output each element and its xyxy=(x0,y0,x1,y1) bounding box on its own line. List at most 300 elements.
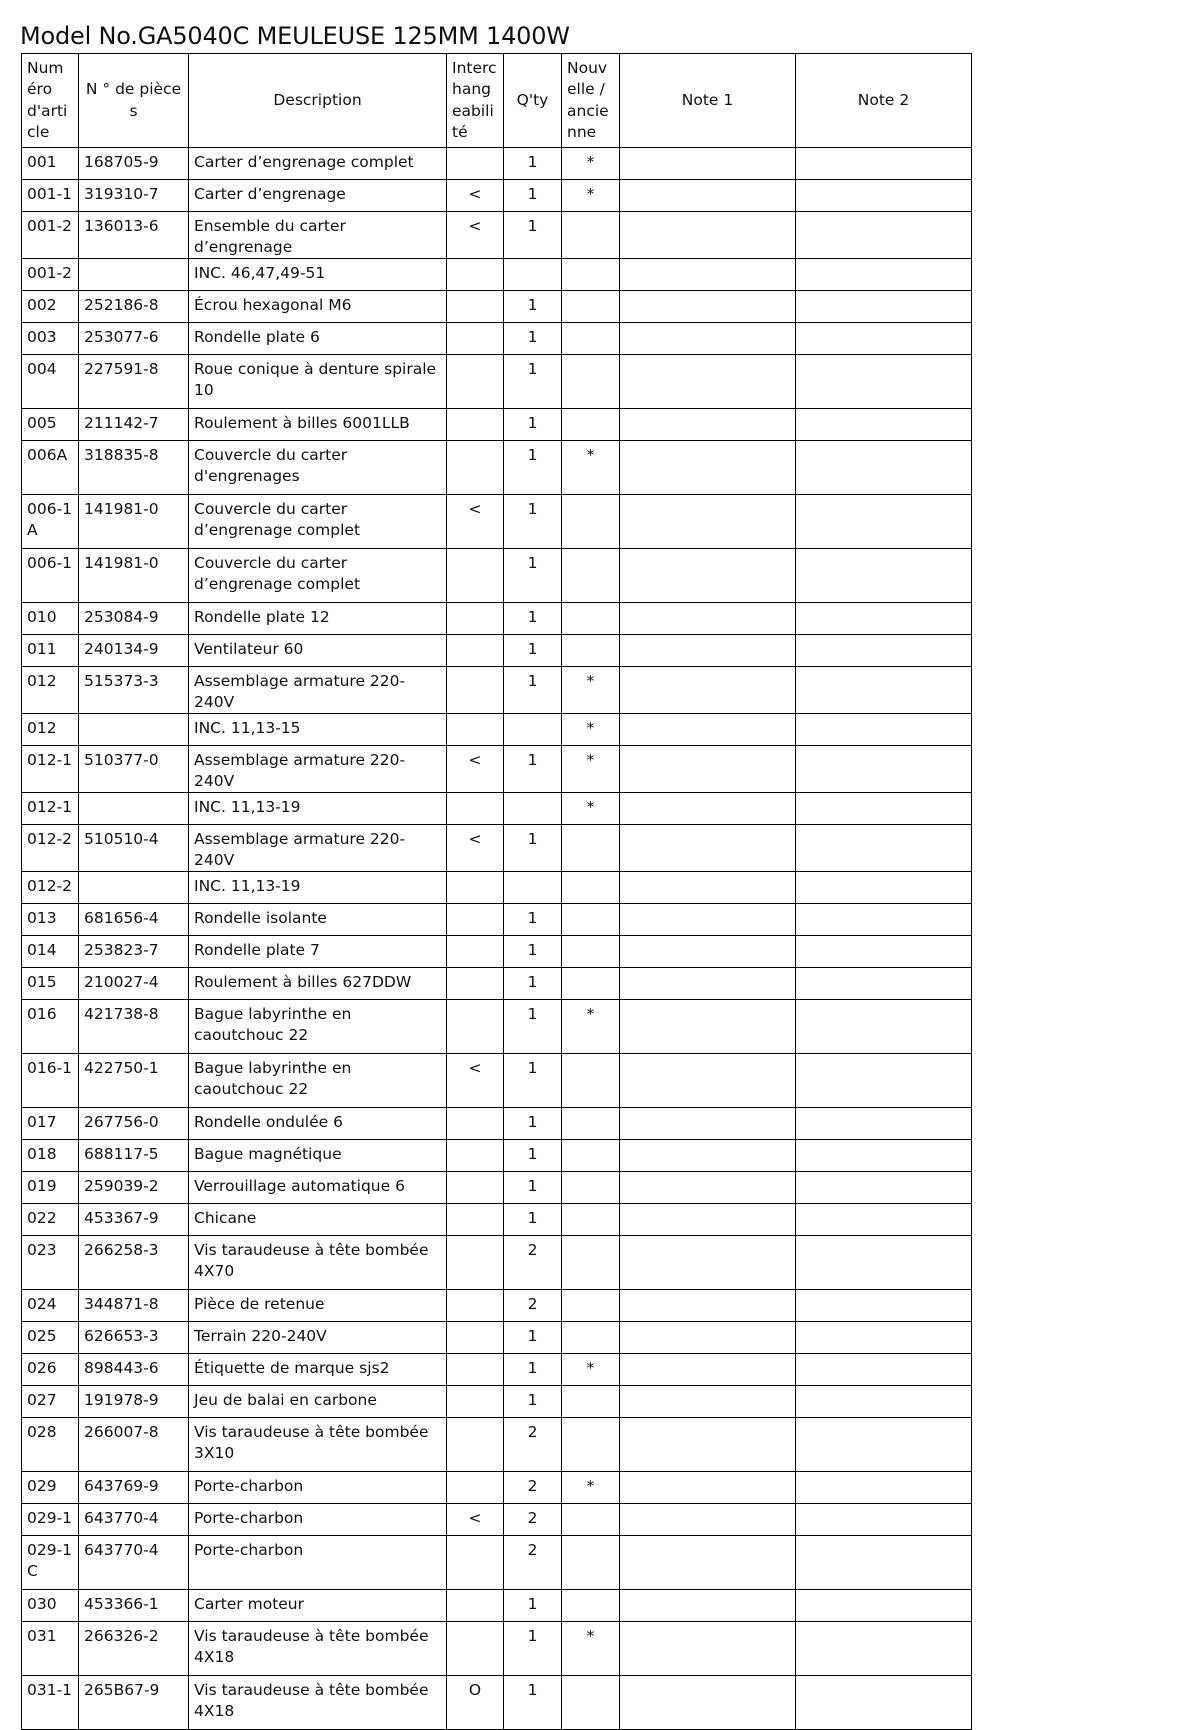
table-row xyxy=(22,714,972,746)
cell-new-old: * xyxy=(562,1000,620,1054)
table-row xyxy=(22,1000,972,1054)
cell-part-no: 319310-7 xyxy=(79,180,189,212)
cell-description: Couvercle du carter d’engrenage complet xyxy=(189,549,447,603)
cell-note-2 xyxy=(796,1000,972,1054)
cell-qty: 1 xyxy=(504,1322,562,1354)
table-row xyxy=(22,1108,972,1140)
cell-interchangeability xyxy=(447,1622,504,1676)
table-header-row xyxy=(22,54,972,148)
cell-part-no: 252186-8 xyxy=(79,291,189,323)
cell-interchangeability xyxy=(447,1204,504,1236)
table-row xyxy=(22,355,972,409)
cell-part-no: 240134-9 xyxy=(79,635,189,667)
table-row xyxy=(22,1472,972,1504)
cell-note-2 xyxy=(796,148,972,180)
table-row xyxy=(22,549,972,603)
cell-note-1 xyxy=(620,1322,796,1354)
cell-part-no xyxy=(79,714,189,746)
header-qty: Q'ty xyxy=(504,54,562,148)
cell-part-no: 688117-5 xyxy=(79,1140,189,1172)
cell-new-old xyxy=(562,1108,620,1140)
table-row xyxy=(22,968,972,1000)
cell-item-no: 006-1A xyxy=(22,495,79,549)
header-note-2: Note 2 xyxy=(796,54,972,148)
cell-note-2 xyxy=(796,259,972,291)
cell-interchangeability xyxy=(447,872,504,904)
table-row xyxy=(22,441,972,495)
cell-qty: 1 xyxy=(504,1590,562,1622)
cell-item-no: 027 xyxy=(22,1386,79,1418)
cell-note-2 xyxy=(796,323,972,355)
cell-qty: 1 xyxy=(504,180,562,212)
cell-note-1 xyxy=(620,180,796,212)
table-row xyxy=(22,1590,972,1622)
cell-note-2 xyxy=(796,603,972,635)
table-row xyxy=(22,1418,972,1472)
header-part-no: N ° de pièces xyxy=(79,54,189,148)
cell-note-1 xyxy=(620,667,796,714)
cell-description: Rondelle ondulée 6 xyxy=(189,1108,447,1140)
cell-item-no: 011 xyxy=(22,635,79,667)
cell-item-no: 012 xyxy=(22,667,79,714)
cell-item-no: 028 xyxy=(22,1418,79,1472)
cell-note-1 xyxy=(620,1172,796,1204)
cell-note-2 xyxy=(796,714,972,746)
cell-note-1 xyxy=(620,746,796,793)
parts-table-body xyxy=(22,148,972,1730)
cell-description: Vis taraudeuse à tête bombée 4X18 xyxy=(189,1622,447,1676)
cell-note-1 xyxy=(620,409,796,441)
cell-interchangeability: < xyxy=(447,746,504,793)
cell-interchangeability xyxy=(447,1472,504,1504)
cell-interchangeability: < xyxy=(447,180,504,212)
cell-qty: 1 xyxy=(504,904,562,936)
cell-description: Étiquette de marque sjs2 xyxy=(189,1354,447,1386)
cell-qty: 1 xyxy=(504,635,562,667)
table-row xyxy=(22,825,972,872)
cell-part-no: 643770-4 xyxy=(79,1504,189,1536)
cell-qty: 1 xyxy=(504,667,562,714)
cell-new-old xyxy=(562,1054,620,1108)
cell-note-2 xyxy=(796,1290,972,1322)
cell-note-1 xyxy=(620,549,796,603)
cell-item-no: 014 xyxy=(22,936,79,968)
cell-note-1 xyxy=(620,1504,796,1536)
table-row xyxy=(22,904,972,936)
table-row xyxy=(22,936,972,968)
cell-description: Rondelle isolante xyxy=(189,904,447,936)
cell-new-old xyxy=(562,1204,620,1236)
cell-description: Ensemble du carter d’engrenage xyxy=(189,212,447,259)
table-row xyxy=(22,259,972,291)
cell-note-1 xyxy=(620,1472,796,1504)
cell-note-2 xyxy=(796,793,972,825)
cell-new-old: * xyxy=(562,793,620,825)
cell-qty xyxy=(504,872,562,904)
cell-note-2 xyxy=(796,968,972,1000)
cell-part-no xyxy=(79,259,189,291)
table-row xyxy=(22,291,972,323)
cell-note-1 xyxy=(620,825,796,872)
cell-interchangeability xyxy=(447,1418,504,1472)
cell-note-1 xyxy=(620,603,796,635)
cell-description: Vis taraudeuse à tête bombée 4X18 xyxy=(189,1676,447,1730)
cell-part-no: 422750-1 xyxy=(79,1054,189,1108)
cell-note-1 xyxy=(620,1536,796,1590)
cell-description: INC. 11,13-15 xyxy=(189,714,447,746)
cell-item-no: 016 xyxy=(22,1000,79,1054)
cell-qty: 1 xyxy=(504,1676,562,1730)
table-row xyxy=(22,1236,972,1290)
table-row xyxy=(22,1536,972,1590)
cell-note-2 xyxy=(796,1108,972,1140)
cell-item-no: 012-2 xyxy=(22,872,79,904)
cell-note-2 xyxy=(796,635,972,667)
cell-note-1 xyxy=(620,212,796,259)
table-row xyxy=(22,872,972,904)
cell-part-no: 898443-6 xyxy=(79,1354,189,1386)
cell-qty: 1 xyxy=(504,825,562,872)
cell-new-old xyxy=(562,409,620,441)
cell-qty xyxy=(504,714,562,746)
cell-new-old xyxy=(562,1418,620,1472)
cell-qty: 1 xyxy=(504,323,562,355)
cell-interchangeability xyxy=(447,148,504,180)
cell-qty: 2 xyxy=(504,1290,562,1322)
cell-new-old xyxy=(562,1386,620,1418)
cell-description: Carter d’engrenage xyxy=(189,180,447,212)
cell-item-no: 012 xyxy=(22,714,79,746)
table-row xyxy=(22,1204,972,1236)
cell-item-no: 012-2 xyxy=(22,825,79,872)
cell-note-2 xyxy=(796,1536,972,1590)
cell-description: Pièce de retenue xyxy=(189,1290,447,1322)
cell-part-no: 318835-8 xyxy=(79,441,189,495)
cell-note-2 xyxy=(796,936,972,968)
cell-note-1 xyxy=(620,635,796,667)
cell-interchangeability xyxy=(447,1236,504,1290)
cell-item-no: 012-1 xyxy=(22,793,79,825)
table-row xyxy=(22,323,972,355)
cell-item-no: 006A xyxy=(22,441,79,495)
cell-note-2 xyxy=(796,1590,972,1622)
cell-item-no: 006-1 xyxy=(22,549,79,603)
cell-part-no: 141981-0 xyxy=(79,549,189,603)
cell-item-no: 001 xyxy=(22,148,79,180)
cell-note-2 xyxy=(796,495,972,549)
cell-part-no: 510510-4 xyxy=(79,825,189,872)
table-row xyxy=(22,603,972,635)
cell-interchangeability xyxy=(447,1140,504,1172)
cell-note-1 xyxy=(620,1590,796,1622)
cell-note-2 xyxy=(796,409,972,441)
cell-new-old: * xyxy=(562,667,620,714)
cell-description: Verrouillage automatique 6 xyxy=(189,1172,447,1204)
cell-description: INC. 11,13-19 xyxy=(189,872,447,904)
cell-note-1 xyxy=(620,793,796,825)
cell-part-no: 136013-6 xyxy=(79,212,189,259)
cell-interchangeability xyxy=(447,1000,504,1054)
cell-note-1 xyxy=(620,1354,796,1386)
cell-part-no: 211142-7 xyxy=(79,409,189,441)
cell-note-1 xyxy=(620,1054,796,1108)
cell-new-old xyxy=(562,355,620,409)
cell-description: Rondelle plate 12 xyxy=(189,603,447,635)
cell-qty: 1 xyxy=(504,1172,562,1204)
document-title: Model No.GA5040C MEULEUSE 125MM 1400W xyxy=(20,22,570,50)
cell-note-2 xyxy=(796,1418,972,1472)
cell-interchangeability xyxy=(447,1536,504,1590)
cell-note-2 xyxy=(796,1140,972,1172)
cell-item-no: 002 xyxy=(22,291,79,323)
cell-note-1 xyxy=(620,1622,796,1676)
cell-new-old xyxy=(562,1236,620,1290)
cell-note-2 xyxy=(796,667,972,714)
cell-description: Carter moteur xyxy=(189,1590,447,1622)
cell-part-no: 643770-4 xyxy=(79,1536,189,1590)
cell-note-2 xyxy=(796,1322,972,1354)
cell-part-no xyxy=(79,793,189,825)
cell-new-old xyxy=(562,936,620,968)
cell-qty: 2 xyxy=(504,1536,562,1590)
cell-new-old: * xyxy=(562,1622,620,1676)
cell-item-no: 022 xyxy=(22,1204,79,1236)
cell-description: Vis taraudeuse à tête bombée 4X70 xyxy=(189,1236,447,1290)
cell-interchangeability xyxy=(447,355,504,409)
cell-item-no: 013 xyxy=(22,904,79,936)
cell-new-old xyxy=(562,1322,620,1354)
table-row xyxy=(22,148,972,180)
cell-interchangeability xyxy=(447,259,504,291)
cell-qty: 1 xyxy=(504,1354,562,1386)
cell-qty: 1 xyxy=(504,1622,562,1676)
table-row xyxy=(22,746,972,793)
cell-part-no: 626653-3 xyxy=(79,1322,189,1354)
cell-interchangeability xyxy=(447,409,504,441)
cell-qty: 1 xyxy=(504,148,562,180)
cell-interchangeability xyxy=(447,635,504,667)
cell-item-no: 026 xyxy=(22,1354,79,1386)
cell-description: Roulement à billes 6001LLB xyxy=(189,409,447,441)
table-row xyxy=(22,212,972,259)
table-row xyxy=(22,1386,972,1418)
cell-interchangeability: < xyxy=(447,1054,504,1108)
table-row xyxy=(22,1054,972,1108)
cell-qty: 1 xyxy=(504,495,562,549)
cell-part-no: 681656-4 xyxy=(79,904,189,936)
cell-note-2 xyxy=(796,904,972,936)
cell-note-1 xyxy=(620,259,796,291)
cell-part-no: 141981-0 xyxy=(79,495,189,549)
cell-item-no: 003 xyxy=(22,323,79,355)
cell-qty: 2 xyxy=(504,1504,562,1536)
cell-new-old xyxy=(562,1172,620,1204)
cell-note-2 xyxy=(796,1204,972,1236)
cell-item-no: 001-2 xyxy=(22,259,79,291)
cell-part-no: 267756-0 xyxy=(79,1108,189,1140)
table-row xyxy=(22,1290,972,1322)
table-row xyxy=(22,1622,972,1676)
cell-new-old xyxy=(562,635,620,667)
cell-interchangeability xyxy=(447,441,504,495)
cell-note-1 xyxy=(620,872,796,904)
cell-item-no: 004 xyxy=(22,355,79,409)
cell-interchangeability xyxy=(447,714,504,746)
cell-item-no: 023 xyxy=(22,1236,79,1290)
table-row xyxy=(22,1322,972,1354)
cell-part-no: 210027-4 xyxy=(79,968,189,1000)
cell-note-1 xyxy=(620,1418,796,1472)
cell-new-old xyxy=(562,1290,620,1322)
cell-note-2 xyxy=(796,1472,972,1504)
cell-part-no: 266007-8 xyxy=(79,1418,189,1472)
cell-interchangeability xyxy=(447,968,504,1000)
cell-note-1 xyxy=(620,323,796,355)
cell-new-old xyxy=(562,549,620,603)
cell-qty xyxy=(504,793,562,825)
cell-interchangeability xyxy=(447,793,504,825)
cell-qty: 1 xyxy=(504,968,562,1000)
cell-description: Couvercle du carter d'engrenages xyxy=(189,441,447,495)
cell-description: Roue conique à denture spirale 10 xyxy=(189,355,447,409)
cell-note-1 xyxy=(620,904,796,936)
cell-item-no: 029-1 xyxy=(22,1504,79,1536)
cell-description: Porte-charbon xyxy=(189,1472,447,1504)
cell-part-no: 344871-8 xyxy=(79,1290,189,1322)
cell-part-no: 191978-9 xyxy=(79,1386,189,1418)
cell-new-old xyxy=(562,904,620,936)
cell-part-no: 453367-9 xyxy=(79,1204,189,1236)
table-row xyxy=(22,793,972,825)
header-item-no: Numéro d'article xyxy=(22,54,79,148)
cell-description: Assemblage armature 220-240V xyxy=(189,825,447,872)
cell-item-no: 029-1C xyxy=(22,1536,79,1590)
cell-description: Ventilateur 60 xyxy=(189,635,447,667)
cell-qty: 1 xyxy=(504,212,562,259)
cell-interchangeability xyxy=(447,1322,504,1354)
cell-qty xyxy=(504,259,562,291)
cell-interchangeability xyxy=(447,1354,504,1386)
cell-part-no: 227591-8 xyxy=(79,355,189,409)
cell-note-2 xyxy=(796,441,972,495)
cell-note-1 xyxy=(620,1236,796,1290)
cell-qty: 1 xyxy=(504,549,562,603)
cell-new-old xyxy=(562,1140,620,1172)
cell-item-no: 030 xyxy=(22,1590,79,1622)
cell-part-no: 259039-2 xyxy=(79,1172,189,1204)
cell-item-no: 005 xyxy=(22,409,79,441)
cell-item-no: 031 xyxy=(22,1622,79,1676)
cell-note-2 xyxy=(796,1236,972,1290)
cell-item-no: 001-2 xyxy=(22,212,79,259)
cell-new-old: * xyxy=(562,180,620,212)
cell-item-no: 024 xyxy=(22,1290,79,1322)
cell-qty: 2 xyxy=(504,1418,562,1472)
cell-item-no: 012-1 xyxy=(22,746,79,793)
cell-note-1 xyxy=(620,936,796,968)
cell-part-no: 421738-8 xyxy=(79,1000,189,1054)
cell-new-old xyxy=(562,1590,620,1622)
cell-qty: 1 xyxy=(504,936,562,968)
cell-note-1 xyxy=(620,1386,796,1418)
cell-note-2 xyxy=(796,1354,972,1386)
cell-description: Porte-charbon xyxy=(189,1504,447,1536)
cell-new-old xyxy=(562,212,620,259)
cell-item-no: 016-1 xyxy=(22,1054,79,1108)
cell-note-1 xyxy=(620,968,796,1000)
cell-item-no: 025 xyxy=(22,1322,79,1354)
cell-description: Roulement à billes 627DDW xyxy=(189,968,447,1000)
cell-description: Bague labyrinthe en caoutchouc 22 xyxy=(189,1054,447,1108)
cell-note-2 xyxy=(796,1386,972,1418)
cell-description: Bague magnétique xyxy=(189,1140,447,1172)
cell-item-no: 031-1 xyxy=(22,1676,79,1730)
cell-new-old: * xyxy=(562,1354,620,1386)
cell-part-no: 168705-9 xyxy=(79,148,189,180)
cell-part-no xyxy=(79,872,189,904)
cell-note-1 xyxy=(620,1676,796,1730)
cell-new-old: * xyxy=(562,714,620,746)
cell-note-1 xyxy=(620,1000,796,1054)
table-row xyxy=(22,1354,972,1386)
cell-new-old xyxy=(562,291,620,323)
cell-new-old xyxy=(562,1676,620,1730)
cell-qty: 1 xyxy=(504,1386,562,1418)
cell-note-2 xyxy=(796,1172,972,1204)
cell-qty: 1 xyxy=(504,746,562,793)
cell-note-1 xyxy=(620,355,796,409)
cell-item-no: 029 xyxy=(22,1472,79,1504)
cell-new-old: * xyxy=(562,148,620,180)
cell-interchangeability xyxy=(447,291,504,323)
header-interchangeability: Interchangeabilité xyxy=(447,54,504,148)
cell-item-no: 010 xyxy=(22,603,79,635)
cell-new-old xyxy=(562,1504,620,1536)
cell-interchangeability: O xyxy=(447,1676,504,1730)
cell-qty: 2 xyxy=(504,1472,562,1504)
cell-description: Bague labyrinthe en caoutchouc 22 xyxy=(189,1000,447,1054)
cell-new-old xyxy=(562,259,620,291)
cell-note-1 xyxy=(620,1140,796,1172)
cell-part-no: 515373-3 xyxy=(79,667,189,714)
cell-interchangeability xyxy=(447,323,504,355)
cell-qty: 1 xyxy=(504,1000,562,1054)
cell-note-2 xyxy=(796,872,972,904)
cell-description: Rondelle plate 7 xyxy=(189,936,447,968)
cell-interchangeability xyxy=(447,1590,504,1622)
cell-part-no: 253084-9 xyxy=(79,603,189,635)
cell-interchangeability: < xyxy=(447,825,504,872)
cell-qty: 1 xyxy=(504,355,562,409)
cell-interchangeability xyxy=(447,667,504,714)
cell-description: Vis taraudeuse à tête bombée 3X10 xyxy=(189,1418,447,1472)
cell-qty: 1 xyxy=(504,409,562,441)
table-row xyxy=(22,409,972,441)
cell-note-1 xyxy=(620,1290,796,1322)
cell-interchangeability xyxy=(447,1108,504,1140)
parts-table xyxy=(21,53,972,1730)
cell-interchangeability xyxy=(447,936,504,968)
cell-note-2 xyxy=(796,355,972,409)
cell-part-no: 510377-0 xyxy=(79,746,189,793)
cell-interchangeability xyxy=(447,1386,504,1418)
cell-item-no: 015 xyxy=(22,968,79,1000)
cell-new-old: * xyxy=(562,746,620,793)
cell-new-old: * xyxy=(562,1472,620,1504)
cell-new-old xyxy=(562,825,620,872)
header-note-1: Note 1 xyxy=(620,54,796,148)
cell-item-no: 001-1 xyxy=(22,180,79,212)
